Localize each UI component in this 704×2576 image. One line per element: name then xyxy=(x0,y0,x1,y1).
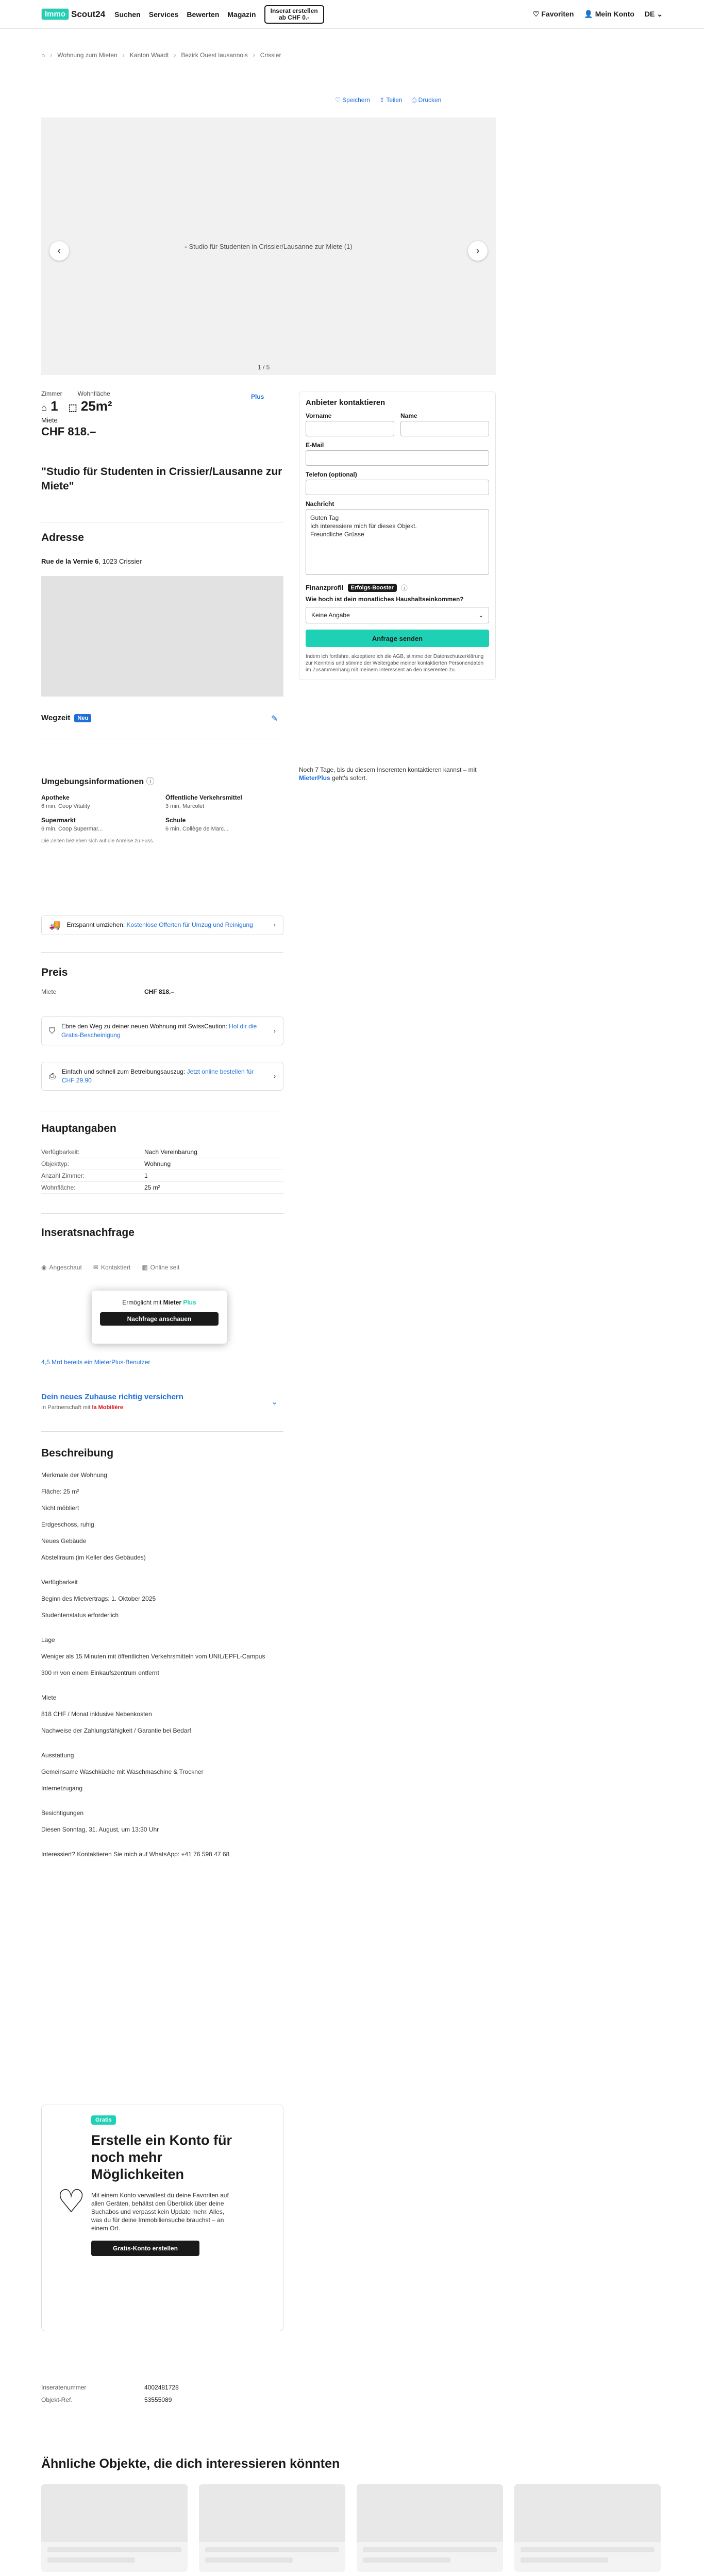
detail-key: Objekttyp: xyxy=(41,1160,70,1167)
truck-icon: 🚚 xyxy=(49,920,61,930)
card-image-placeholder xyxy=(357,2484,503,2542)
heart-icon: ♡ xyxy=(532,10,540,18)
firstname-label: Vorname xyxy=(306,412,332,419)
email-field[interactable] xyxy=(306,450,489,466)
demand-popup xyxy=(92,1291,227,1344)
contact-wait-hint xyxy=(299,766,496,782)
area-number: 25m² xyxy=(80,398,112,414)
table-row xyxy=(41,1146,283,1158)
account-promo-card xyxy=(41,2105,283,2331)
swisscaution-text xyxy=(61,1022,267,1040)
main-nav xyxy=(114,10,256,19)
print-label: Drucken xyxy=(418,96,442,104)
address-city: , 1023 Crissier xyxy=(98,557,142,565)
chevron-right-icon: › xyxy=(274,1027,276,1035)
send-request-button[interactable]: Anfrage senden xyxy=(306,630,489,647)
poi-detail: 3 min, Marcolet xyxy=(165,803,205,809)
chevron-down-icon: ⌄ xyxy=(271,1398,278,1406)
price-value: CHF 818.– xyxy=(144,988,175,995)
area-label: Wohnfläche xyxy=(77,390,110,397)
gallery-prev-button[interactable] xyxy=(49,241,69,261)
price-label: Miete xyxy=(41,988,57,995)
table-row xyxy=(41,1182,283,1194)
price-heading: Preis xyxy=(41,967,68,978)
swisscaution-link[interactable]: Hol dir die Gratis-Bescheinigung xyxy=(61,1023,257,1039)
swisscaution-promo[interactable] xyxy=(41,1016,283,1045)
breadcrumb-separator: › xyxy=(122,52,125,59)
language-label: DE xyxy=(644,10,655,18)
logo-text: Scout24 xyxy=(71,9,106,19)
chevron-left-icon: ‹ xyxy=(57,245,61,257)
logo[interactable] xyxy=(41,8,105,20)
moving-promo-link[interactable]: Kostenlose Offerten für Umzug und Reinigung xyxy=(126,921,253,928)
poi-supermarket xyxy=(41,817,159,832)
description-text: Merkmale der Wohnung Fläche: 25 m² Nicht möbliert Erdgeschoss, ruhig Neues Gebäude Abstellraum (im Keller des Gebäudes) Verfügbarkeit Beginn des Mietvertrags: 1. Oktober 2025 Studentenstatus erforderlich Lage Weniger als 15 Minuten mit öffentlichen Verkehrsmitteln vom UNIL/EPFL-Campus 300 m von einem Einkaufszentrum entfernt Miete 818 CHF / Monat inklusive Nebenkosten Nachweise der Zahlungsfähigkeit / Garantie bei Bedarf Ausstattung Gemeinsame Waschküche mit Waschmaschine & Trockner Internetzugang Besichtigungen Diesen Sonntag, 31. August, um 13:30 Uhr Interessiert? Kontaktieren Sie mich auf WhatsApp: +41 76 598 47 68 xyxy=(41,1471,265,1858)
travel-time[interactable] xyxy=(41,714,283,722)
hint-text: Noch 7 Tage, bis du diesem Inserenten kontaktieren kannst – mit xyxy=(299,766,477,773)
lastname-label: Name xyxy=(400,412,417,419)
chevron-right-icon: › xyxy=(274,1072,276,1080)
create-listing-price: ab CHF 0.- xyxy=(278,13,310,21)
mail-icon: ✉ xyxy=(93,1264,98,1271)
rooms-label: Zimmer xyxy=(41,390,62,397)
info-icon[interactable]: ⓘ xyxy=(400,584,408,592)
rooms-value xyxy=(41,398,58,414)
address-street: Rue de la Vernie 6 xyxy=(41,557,99,565)
betreibung-promo[interactable] xyxy=(41,1062,283,1091)
favorites-label: Favoriten xyxy=(541,10,574,18)
table-row xyxy=(41,1158,283,1170)
location-map[interactable] xyxy=(41,576,283,697)
share-button[interactable] xyxy=(379,96,403,104)
travel-time-label: Wegzeit xyxy=(41,714,71,722)
divider xyxy=(41,952,283,953)
create-listing-button[interactable] xyxy=(264,5,324,24)
contact-legal-text: Indem ich fortfahre, akzeptiere ich die AGB, stimme der Datenschutzerklärung zur Kenntnis und stimme der Weitergabe meiner kontaktierten Personendaten im Zusammenhang mit meinem Interessent an den Inserenten zu. xyxy=(306,654,484,673)
breadcrumb-separator: › xyxy=(253,52,255,59)
shield-icon: ⛉ xyxy=(49,1026,56,1036)
account-promo-text: Mit einem Konto verwaltest du deine Favoriten auf allen Geräten, behältst den Überblick über deine Suchabos und verpasst kein Update mehr. Alles, was du für deine Immobiliensuche brauchst – an einem Ort. xyxy=(91,2192,229,2232)
area-value xyxy=(69,398,112,414)
card-image-placeholder xyxy=(514,2484,661,2542)
view-demand-button[interactable]: Nachfrage anschauen xyxy=(100,1312,219,1326)
address-heading: Adresse xyxy=(41,532,84,544)
poi-name: Schule xyxy=(165,817,186,824)
table-row xyxy=(41,1170,283,1182)
hint-text: geht's sofort. xyxy=(330,774,367,782)
surroundings-section xyxy=(41,775,283,844)
print-icon: ⎙ xyxy=(411,96,417,104)
description-heading: Beschreibung xyxy=(41,1447,114,1459)
mieterplus-count[interactable]: 4,5 Mrd bereits ein MieterPlus-Benutzer xyxy=(41,1359,150,1366)
listing-ids xyxy=(41,2384,179,2409)
calendar-icon: ▦ xyxy=(142,1264,148,1271)
stat-label: Kontaktiert xyxy=(100,1264,131,1271)
demand-heading: Inseratsnachfrage xyxy=(41,1227,135,1239)
insurance-promo[interactable] xyxy=(41,1393,283,1411)
gallery-next-button[interactable] xyxy=(468,241,488,261)
income-select-value: Keine Angabe xyxy=(311,612,350,619)
breadcrumb-separator: › xyxy=(174,52,176,59)
hands-heart-icon: ♡ xyxy=(57,2184,86,2219)
card-line-placeholder xyxy=(521,2557,608,2563)
poi-detail: 6 min, Coop Vitality xyxy=(41,803,90,809)
key-facts xyxy=(41,390,283,438)
hint-brand[interactable]: MieterPlus xyxy=(299,774,330,782)
id-value: 53555089 xyxy=(144,2396,172,2403)
address-text xyxy=(41,557,283,565)
card-line-placeholder xyxy=(205,2547,339,2552)
promo-text: Entspannt umziehen: xyxy=(66,921,127,928)
booster-badge: Erfolgs-Booster xyxy=(348,584,397,592)
breadcrumb-item[interactable]: Bezirk Ouest lausannois xyxy=(181,52,248,59)
card-line-placeholder xyxy=(47,2547,181,2552)
main-details-section xyxy=(41,1123,283,1135)
main-details-heading: Hauptangaben xyxy=(41,1123,116,1134)
chevron-right-icon: › xyxy=(476,245,480,257)
promo-text: Ebne den Weg zu deiner neuen Wohnung mit SwissCaution: xyxy=(61,1023,229,1030)
breadcrumb-item[interactable]: Kanton Waadt xyxy=(129,52,169,59)
plus-badge: Plus xyxy=(251,393,264,400)
description-section xyxy=(41,1447,283,1858)
heart-icon: ♡ xyxy=(335,96,341,104)
gallery-image-alt xyxy=(185,243,352,250)
nav-bewerten[interactable]: Bewerten xyxy=(187,10,220,19)
chevron-right-icon: › xyxy=(274,921,276,928)
logo-box: Immo xyxy=(41,8,69,20)
poi-name: Öffentliche Verkehrsmittel xyxy=(165,794,242,801)
demand-popup-text xyxy=(100,1299,219,1306)
message-label: Nachricht xyxy=(306,500,334,507)
poi-school xyxy=(165,817,283,832)
similar-card-placeholder[interactable] xyxy=(199,2484,345,2572)
poi-name: Supermarkt xyxy=(41,817,76,824)
contact-heading: Anbieter kontaktieren xyxy=(306,398,385,407)
contact-form xyxy=(299,392,496,680)
detail-value: 25 m² xyxy=(144,1184,160,1191)
header-right xyxy=(533,10,663,19)
surroundings-note: Die Zeiten beziehen sich auf die Anreise zu Fuss. xyxy=(41,838,155,844)
income-select[interactable] xyxy=(306,607,489,623)
area-icon: ⬚ xyxy=(68,402,77,413)
poi-transport xyxy=(165,794,283,809)
info-icon[interactable]: ⓘ xyxy=(146,777,155,786)
poi-pharmacy xyxy=(41,794,159,809)
poi-name: Apotheke xyxy=(41,794,70,801)
demand-stats xyxy=(41,1264,179,1271)
eye-icon: ◉ xyxy=(41,1264,47,1271)
income-question: Wie hoch ist dein monatliches Haushaltseinkommen? xyxy=(306,596,464,603)
detail-value: 1 xyxy=(144,1172,148,1179)
moving-promo-text xyxy=(66,921,253,929)
surroundings-heading: Umgebungsinformationen xyxy=(41,777,144,786)
stat-viewed xyxy=(41,1264,82,1271)
new-badge: Neu xyxy=(74,714,91,722)
share-label: Teilen xyxy=(386,96,403,104)
create-account-button[interactable]: Gratis-Konto erstellen xyxy=(91,2241,199,2256)
breadcrumb-item[interactable]: Wohnung zum Mieten xyxy=(57,52,118,59)
save-button[interactable] xyxy=(335,96,370,104)
id-key: Objekt-Ref. xyxy=(41,2396,73,2403)
address-section xyxy=(41,532,283,565)
home-icon[interactable]: ⌂ xyxy=(41,52,45,59)
phone-field[interactable] xyxy=(306,480,489,495)
nav-suchen[interactable]: Suchen xyxy=(114,10,141,19)
firstname-field[interactable] xyxy=(306,421,394,436)
card-line-placeholder xyxy=(521,2547,655,2552)
create-listing-label: Inserat erstellen xyxy=(270,7,318,14)
gallery-counter: 1 / 5 xyxy=(258,364,270,371)
gallery-image-alt-text: Studio für Studenten in Crissier/Lausanne zur Miete (1) xyxy=(189,242,353,250)
card-image-placeholder xyxy=(199,2484,345,2542)
poi-detail: 6 min, Coop Supermar... xyxy=(41,826,103,832)
chevron-down-icon: ⌄ xyxy=(478,612,483,619)
id-key: Inseratenummer xyxy=(41,2384,87,2391)
top-header xyxy=(0,0,704,29)
divider xyxy=(41,1213,283,1214)
message-field[interactable] xyxy=(306,509,489,575)
stat-online-since xyxy=(142,1264,179,1271)
account-label: Mein Konto xyxy=(595,10,634,18)
favorites-link[interactable] xyxy=(533,10,574,19)
bed-icon: ⌂ xyxy=(41,402,47,413)
card-line-placeholder xyxy=(363,2547,497,2552)
image-gallery[interactable] xyxy=(41,117,496,375)
similar-card-placeholder[interactable] xyxy=(41,2484,188,2572)
similar-card-placeholder[interactable] xyxy=(357,2484,503,2572)
main-details-table xyxy=(41,1146,283,1194)
insurance-partner xyxy=(41,1404,283,1411)
finance-profile xyxy=(306,583,489,592)
popup-plus: Plus xyxy=(183,1299,196,1306)
popup-text: Ermöglicht mit xyxy=(122,1299,163,1306)
listing-price: CHF 818.– xyxy=(41,425,96,438)
language-select[interactable] xyxy=(645,10,663,19)
account-link[interactable] xyxy=(584,10,634,19)
demand-section xyxy=(41,1227,283,1239)
stat-label: Angeschaut xyxy=(49,1264,82,1271)
listing-title: "Studio für Studenten in Crissier/Lausanne zur Miete" xyxy=(41,466,282,492)
rooms-number: 1 xyxy=(51,398,58,414)
detail-key: Verfügbarkeit: xyxy=(41,1148,80,1156)
phone-label: Telefon (optional) xyxy=(306,471,357,478)
save-label: Speichern xyxy=(342,96,371,104)
detail-key: Anzahl Zimmer: xyxy=(41,1172,85,1179)
edit-icon[interactable]: ✎ xyxy=(271,715,278,723)
document-icon: ⎙ xyxy=(49,1072,56,1081)
betreibung-text xyxy=(62,1067,267,1085)
breadcrumb xyxy=(41,52,281,59)
similar-card-placeholder[interactable] xyxy=(514,2484,661,2572)
detail-value: Nach Vereinbarung xyxy=(144,1148,197,1156)
stat-label: Online seit xyxy=(150,1264,180,1271)
partner-text: In Partnerschaft mit xyxy=(41,1404,92,1411)
card-line-placeholder xyxy=(363,2557,450,2563)
poi-detail: 6 min, Collège de Marc... xyxy=(165,826,229,832)
listing-actions xyxy=(335,96,441,104)
lastname-field[interactable] xyxy=(400,421,489,436)
nav-services[interactable]: Services xyxy=(148,10,179,19)
chevron-down-icon: ⌄ xyxy=(657,10,663,18)
similar-listings xyxy=(41,2484,661,2572)
similar-heading: Ähnliche Objekte, die dich interessieren könnten xyxy=(41,2456,340,2471)
finance-label: Finanzprofil xyxy=(306,584,344,591)
breadcrumb-separator: › xyxy=(50,52,53,59)
divider xyxy=(41,1431,283,1432)
free-badge: Gratis xyxy=(91,2115,116,2125)
moving-promo[interactable] xyxy=(41,915,283,935)
card-image-placeholder xyxy=(41,2484,188,2542)
breadcrumb-item[interactable]: Crissier xyxy=(260,52,281,59)
broken-image-icon: ▫ xyxy=(185,242,187,250)
card-line-placeholder xyxy=(205,2557,293,2563)
betreibung-link[interactable]: Jetzt online bestellen für CHF 29.90 xyxy=(61,1068,254,1084)
account-promo-title: Erstelle ein Konto für noch mehr Möglichkeiten xyxy=(91,2132,232,2182)
share-icon: ⇪ xyxy=(379,96,385,104)
card-line-placeholder xyxy=(47,2557,135,2563)
nav-magazin[interactable]: Magazin xyxy=(227,10,256,19)
mobiliere-logo: la Mobilière xyxy=(92,1404,123,1411)
print-button[interactable] xyxy=(412,96,442,104)
insurance-title: Dein neues Zuhause richtig versichern xyxy=(41,1393,183,1401)
popup-brand: Mieter xyxy=(163,1299,181,1306)
price-section xyxy=(41,967,283,995)
id-value: 4002481728 xyxy=(144,2384,179,2391)
detail-key: Wohnfläche: xyxy=(41,1184,76,1191)
user-icon: 👤 xyxy=(584,10,593,18)
stat-contacted xyxy=(93,1264,130,1271)
detail-value: Wohnung xyxy=(144,1160,171,1167)
promo-text: Einfach und schnell zum Betreibungsauszug: xyxy=(61,1068,187,1075)
listing-type: Miete xyxy=(41,416,58,424)
email-label: E-Mail xyxy=(306,442,324,449)
